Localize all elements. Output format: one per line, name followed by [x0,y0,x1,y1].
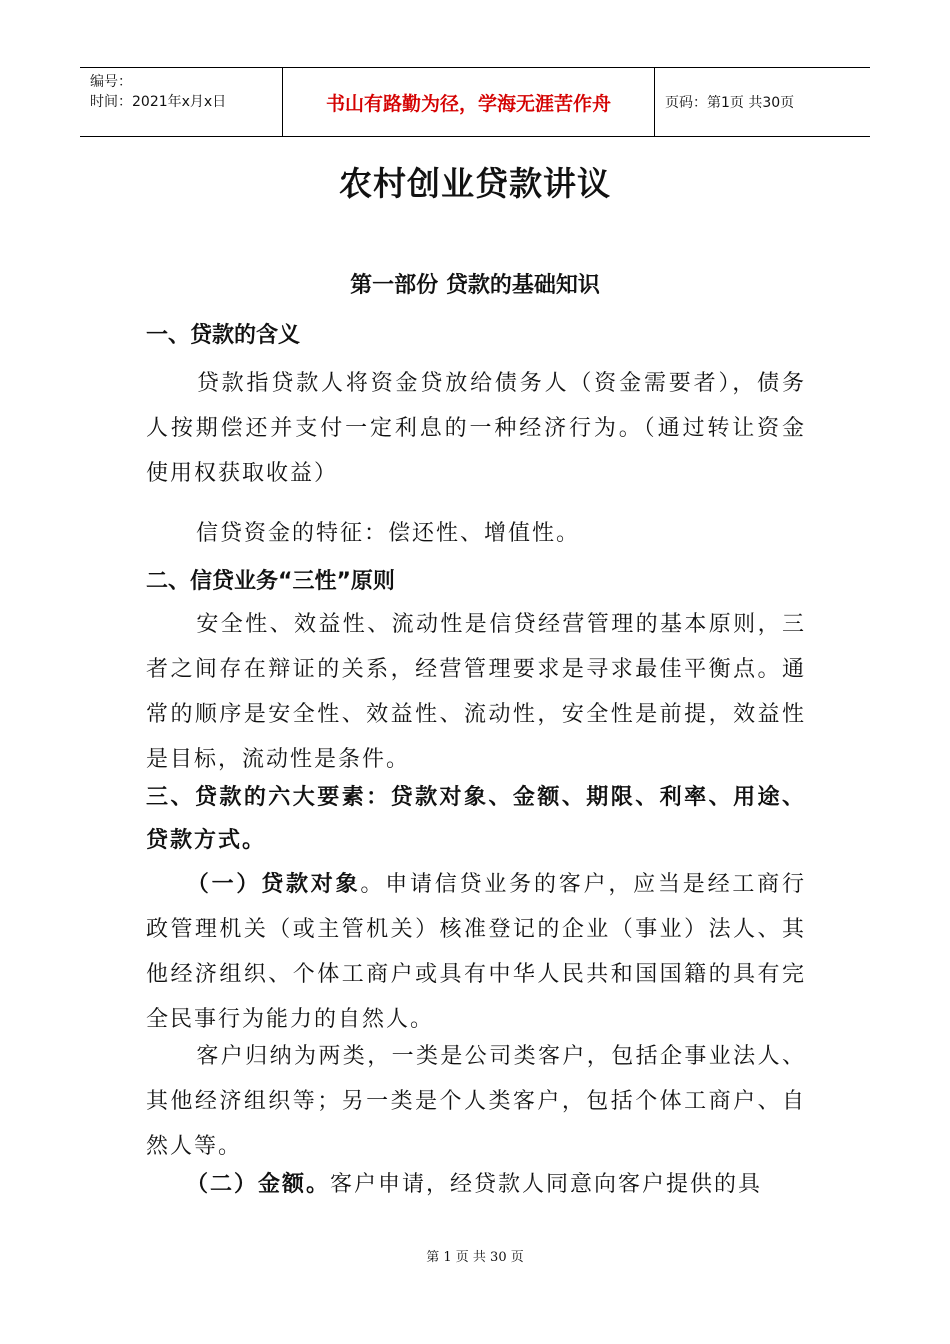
paragraph-text: 贷款指贷款人将资金贷放给债务人（资金需要者），债务人按期偿还并支付一定利息的一种经济行为。（通过转让资金使用权获取收益） [146,371,806,486]
number-label: 编号： [90,74,132,90]
header-page-info: 页码：第1页 共30页 [665,95,795,111]
section-heading-1: 一、贷款的含义 [146,323,301,348]
subsection-label-2: （二）金额。 [186,1172,331,1197]
time-label: 时间：2021年x月x日 [90,94,227,110]
paragraph-text: 客户归纳为两类，一类是公司类客户，包括企事业法人、其他经济组织等；另一类是个人类客户，包括个体工商户、自然人等。 [146,1044,806,1159]
paragraph-text: 信贷资金的特征：偿还性、增值性。 [196,521,581,546]
paragraph-credit-features [146,511,806,556]
paragraph-loan-definition [146,361,806,496]
section-heading-2: 二、信贷业务“三性”原则 [146,569,395,594]
header-meta [80,68,282,136]
paragraph-customer-types [146,1034,806,1169]
subsection-label-1: （一）贷款对象 [186,872,361,897]
header-motto: 书山有路勤为径，学海无涯苦作舟 [282,68,655,136]
document-title: 农村创业贷款讲议 [339,164,611,203]
section-heading-3: 三、贷款的六大要素：贷款对象、金额、期限、利率、用途、贷款方式。 [146,785,806,853]
paragraph-loan-object [146,862,806,1042]
header-table [80,67,870,137]
paragraph-text: 。申请信贷业务的客户，应当是经工商行政管理机关（或主管机关）核准登记的企业（事业）法人、其他经济组织、个体工商户或具有中华人民共和国国籍的具有完全民事行为能力的自然人。 [146,872,806,1032]
paragraph-text: 客户申请，经贷款人同意向客户提供的具 [330,1172,763,1197]
page-footer: 第 1 页 共 30 页 [426,1250,524,1265]
paragraph-three-principles [146,602,806,782]
part-heading: 第一部份 贷款的基础知识 [350,273,600,298]
paragraph-text: 安全性、效益性、流动性是信贷经营管理的基本原则，三者之间存在辩证的关系，经营管理要求是寻求最佳平衡点。通常的顺序是安全性、效益性、流动性，安全性是前提，效益性是目标，流动性是条件。 [146,612,806,772]
paragraph-amount [146,1162,806,1207]
